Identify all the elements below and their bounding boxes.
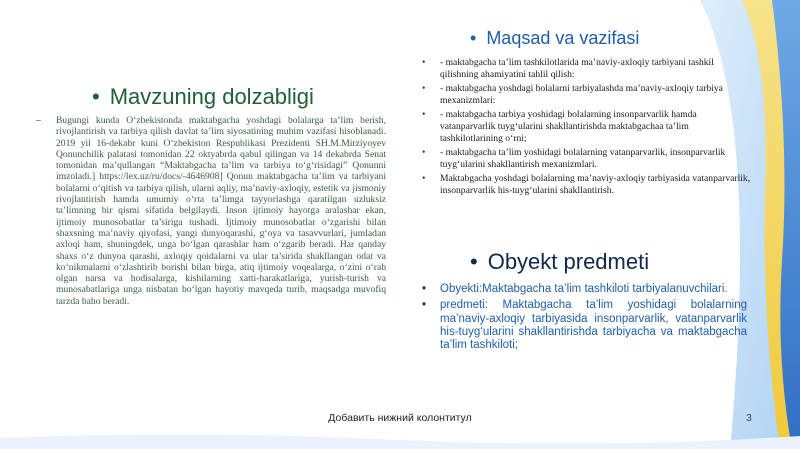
list-item: • Obyekti:Maktabgacha ta’lim tashkiloti tarbiyalanuvchilari. [422, 283, 747, 296]
page-number: 3 [746, 412, 752, 424]
wave-bottom-left-thin [0, 434, 800, 449]
list-item: • predmeti: Maktabgacha ta’lim yoshidagi bolalarning ma’naviy-axloqiy tarbiyasida insonparvarlik, vatanparvarlik his-tuyg‘ularini shakllantirishda tarbiyacha va maktabgacha ta’lim tashkiloti; [422, 299, 747, 352]
relevance-paragraph-text: Bugungi kunda O‘zbekistonda maktabgacha yoshdagi bolalarga ta’lim berish, rivojlantirish va tarbiya qilish davlat ta’lim siyosatining muhim vazifasi hisoblanadi. 2019 yil 16-dekabr kuni O‘zbekiston Respublikasi Prezidenti SH.M.Mirziyoyev Qonunchilik palatasi tomonidan 22 oktyabrda qabul qilingan va 14 dekabrda Senat tomonidan ma’qullangan “Maktabgacha ta’lim va tarbiya to‘g‘risidagi” Qonunni imzoladi.] https://lex.uz/ru/docs/-4646908] Qonun maktabgacha ta’lim va tarbiyani bolalarni o‘qitish va tarbiya qilish, ularni aqliy, ma’naviy-axloqiy, estetik va jismoniy rivojlantirish hamda umumiy o‘rta ta’limga tayyorlashga qaratilgan uzluksiz ta’limning bir qismi sifatida belgilaydi. Inson ijtimoiy hayotga aralashar ekan, ijtimoiy munosobatlar ta’siriga tushadi. Ijtimoiy munosobatlar o‘zgarishi bilan shaxsning ma’naviy qiyofasi, yangi dunyoqarashi, g‘oya va tasavvurlari, jumladan axloqi ham, shuningdek, unga bo‘lgan qarashlar ham o‘zgarib beradi. Har qanday shaxs o‘z dunyoa qarashi, axloqiy qoidalarni va ular ta’sirida shakllangan odat va ko‘nikmalarni o‘zlashtirib borishi bilan birga, atiq ijtimoiy voqealarga, o‘zini o‘rab olgan narsa va hodisalarga, kishilarning xatti-harakatlariga, yurish-turish va munosabatlariga unga nisbatan bo‘lgan hayotiy mavqeda turib, maqsadga muvofiq tarzda baho beradi. [56, 115, 386, 307]
list-item: • - maktabgacha ta’lim tashkilotlarida ma’naviy-axloqiy tarbiyani tashkil qilishning ahamiyatini tahlil qilish: [422, 57, 752, 80]
section-title-object [470, 249, 649, 275]
list-item: • - maktabgacha yoshdagi bolalarni tarbiyalashda ma’naviy-axloqiy tarbiya mexanizmlari: [422, 83, 752, 106]
section-title-goals-text: Maqsad va vazifasi [486, 28, 640, 48]
goals-list [422, 57, 752, 200]
section-title-goals [470, 28, 639, 49]
list-item: • - maktabgacha tarbiya yoshidagi bolalarning insonparvarlik hamda vatanparvarlik tuyg‘ularini shakllantirishda maktabgachaa ta’lim tashkilotlarining o‘rni; [422, 109, 752, 144]
object-list [422, 283, 747, 355]
list-item: • Maktabgacha yoshdagi bolalarning ma’naviy-axloqiy tarbiyasida vatanparvarlik, insonparvarlik his-tuyg‘ularini shakllantirish. [422, 173, 752, 196]
section-title-relevance-text: Mavzuning dolzabligi [109, 84, 314, 109]
list-item: • - maktabgacha ta’lim yoshidagi bolalarning vatanparvarlik, insonparvarlik tuyg‘ularini shakllantirish mexanizmlari. [422, 147, 752, 170]
footer-placeholder[interactable]: Добавить нижний колонтитул [328, 412, 472, 424]
bullet-icon: • [470, 28, 477, 48]
section-title-object-text: Obyekt predmeti [487, 249, 650, 274]
dash-icon: – [36, 115, 41, 126]
relevance-paragraph [36, 115, 386, 307]
section-title-relevance [92, 84, 314, 110]
bullet-icon: • [470, 249, 478, 274]
bullet-icon: • [92, 84, 100, 109]
